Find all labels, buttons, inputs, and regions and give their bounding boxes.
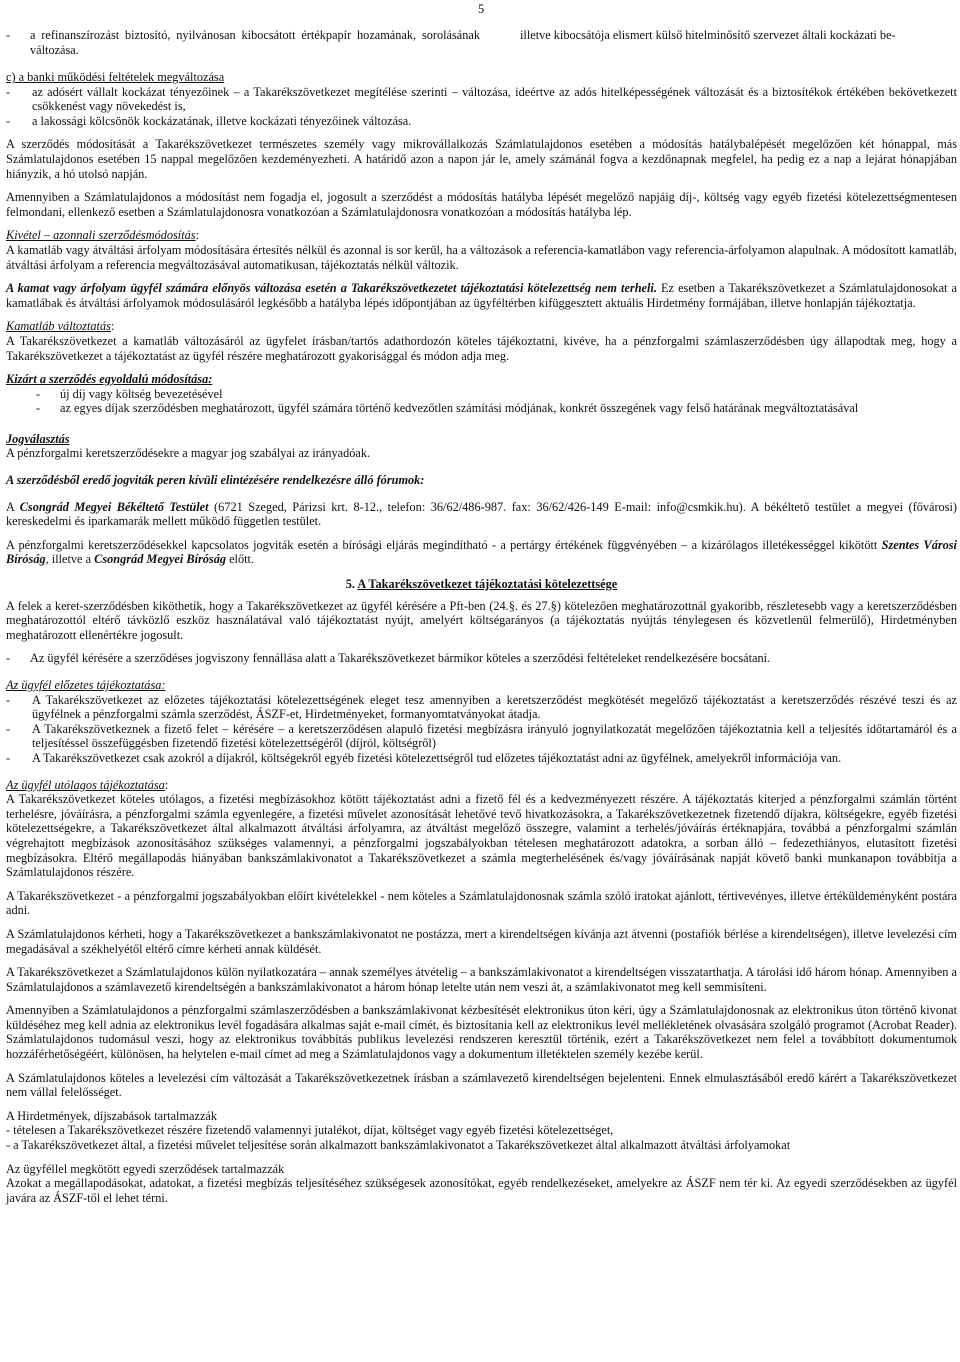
- court-name-csongrad: Csongrád Megyei Bíróság: [94, 552, 227, 567]
- court-name-szentes: Szentes Városi Bíróság: [6, 537, 957, 567]
- c-item: - az adósért vállalt kockázat tényezőinek – a Takarékszövetkezet megítélése szerinti – változása, ideértve az adós hitelképességének változását és a biztosítékok értékében bekövetkezett csökkenést vagy növekedést is,: [6, 84, 957, 114]
- forum-paragraph: [6, 500, 957, 529]
- request-item: - Az ügyfél kérésére a szerződéses jogviszony fennállása alatt a Takarékszövetkezet bármikor köteles a szerződési feltételeket rendelkezésére bocsátani.: [6, 651, 957, 666]
- colon: :: [164, 777, 169, 792]
- top-continuation: [6, 28, 954, 58]
- colon: :: [110, 319, 115, 334]
- excluded-item-text: az egyes díjak szerződésben meghatározott, ügyfél számára történő kedvezőtlen számítási módjának, konkrét összegének vagy felső határának megváltoztatásával: [60, 401, 859, 416]
- announcements-title: A Hirdetmények, díjszabások tartalmazzák: [6, 1108, 218, 1123]
- prior-info-text: A Takarékszövetkeznek a fizető felet – kérésére – a keretszerződésen alapuló fizetési megbízásra irányuló jognyilatkozatát megelőzően tájékoztatnia kell a teljesítés időtartamáról és a teljesítéssel összefüggésben fizetendő fizetési kötelezettségéről (díjról, költségről): [32, 721, 957, 751]
- top-left-text: a refinanszírozást biztosító, nyilvánosan kibocsátott értékpapír hozamának, sorolásának változása.: [30, 28, 480, 57]
- excluded-item: - az egyes díjak szerződésben meghatározott, ügyfél számára történő kedvezőtlen számítási módjának, konkrét összegének vagy felső határának megváltoztatásával: [6, 401, 957, 416]
- individual-contracts-title: Az ügyféllel megkötött egyedi szerződések tartalmazzák: [6, 1161, 285, 1176]
- subsequent-info-text: A Takarékszövetkezet köteles utólagos, a fizetési megbízásokhoz kötött tájékoztatást adni a fizető fél és a kedvezményezett részére. A tájékoztatás kiterjed a pénzforgalmi számlán történt terhelésre, jóváírásra, a pénzforgalmi számla egyenlegére, a fizetési művelet azonosítását lehetővé tevő hivatkozásokra, a Takarékszövetkezetnek fizetendő díjakra, költségekre, egyéb fizetési kötelezettségekre, a Takarékszövetkezet által alkalmazott átváltási árfolyamra, az átváltást megelőző összegre, valamint a terhelés/jóváírás értéknapjára, továbbá a pénzforgalmi számlán végrehajtott megbízások azonosításához szükséges valamennyi, a pénzforgalmi jogszabályokban tételesen meghatározott adatokra, a sorban álló – fedezethiányos, elutasított fizetési megbízásokra. Eltérő megállapodás hiányában bankszámlakivonatot a Takarékszövetkezet a számla megterhelésének és/vagy jóváírásának napját követő banki munkanapon továbbítja a Számlatulajdonos részére.: [6, 792, 957, 880]
- choice-of-law-text: A pénzforgalmi keretszerződésekre a magyar jog szabályai az irányadóak.: [6, 446, 371, 461]
- dash-marker: -: [6, 28, 11, 42]
- pickup-paragraph: A Számlatulajdonos kérheti, hogy a Takarékszövetkezet a bankszámlakivonatot ne postázza, mert a kirendeltségen kívánja azt átvenni (postafiók bérlése a kirendeltségen), illetve levelezési cím megadásával a székhelyétől eltérő címre kérheti annak küldését.: [6, 926, 957, 956]
- electronic-paragraph: Amennyiben a Számlatulajdonos a pénzforgalmi számlaszerződésben a bankszámlakivonat kézbesítését elektronikus úton kéri, úgy a Számlatulajdonosnak az elektronikus úton történő kivonat küldéséhez meg kell adnia az elektronikus levél fogadására alkalmas saját e-mail címét, és biztosítania kell az elektronikus levél mellékletének olvasására szolgáló programot (Acrobat Reader). Számlatulajdonos tudomásul veszi, hogy az elektronikus továbbítás publikus levelezési rendszeren keresztül történik, ezért a Takarékszövetkezet nem felel a továbbított dokumentumok hozzáférhetőségéért, különösen, ha helytelen e-mail címet ad meg a Számlatulajdonos vagy a dokumentum illetéktelen személy kezébe kerül.: [6, 1003, 957, 1062]
- top-left-item: [6, 28, 480, 57]
- forum-title: A szerződésből eredő jogviták peren kívüli elintézésére rendelkezésre álló fórumok:: [6, 473, 425, 488]
- modification-paragraph: A szerződés módosítását a Takarékszövetkezet természetes személy vagy mikrovállalkozás Számlatulajdonos esetében a módosítás hatálybalépését megelőzően két hónappal, más Számlatulajdonos esetében 15 nappal megelőzően kezdeményezheti. A határidő azon a napon jár le, amely számánál fogva a kezdőnapnak megfelel, ha pedig ez a nap a lejárat hónapjában hiányzik, a hó utolsó napján.: [6, 137, 957, 181]
- prior-info-title: Az ügyfél előzetes tájékoztatása:: [6, 678, 166, 692]
- interest-change-text: A Takarékszövetkezet a kamatláb változásáról az ügyfelet írásban/tartós adathordozón köteles tájékoztatni, kivéve, ha a pénzforgalmi számlaszerződésben úgy állapodtak meg, hogy a Takarékszövetkezet a tájékoztatást az ügyfél részére meghatározott gyakorisággal és módon adja meg.: [6, 333, 957, 363]
- subsequent-info-title: Az ügyfél utólagos tájékoztatása: [6, 777, 165, 792]
- address-change-paragraph: A Számlatulajdonos köteles a levelezési cím változását a Takarékszövetkezetnek írásban a számlavezető kirendeltségen bejelenteni. Ennek elmulasztásából eredő kárért a Takarékszövetkezet nem vállal felelősséget.: [6, 1070, 957, 1100]
- prior-info-item: - A Takarékszövetkeznek a fizető felet – kérésére – a keretszerződésen alapuló fizetési megbízásra irányuló jognyilatkozatát megelőzően tájékoztatnia kell a teljesítés időtartamáról és a teljesítéssel összefüggésben fizetendő fizetési kötelezettségéről (díjról, költségről): [6, 721, 957, 751]
- parties-paragraph: A felek a keret-szerződésben kiköthetik, hogy a Takarékszövetkezet az ügyfél kérésére a Pft-ben (24.§. és 27.§) kötelezően meghatározottnál gyakoribb, részletesebb vagy a keretszerződésben meghatározottól eltérő távközlő eszköz használatával való tájékoztatást nyújt, amelyért költségarányos (a tájékoztatás nyújtás ténylegesen és közvetlenül felmerülő), Hirdetményben meghatározott ellenértékre jogosult.: [6, 598, 957, 642]
- text-run: , illetve a: [45, 552, 95, 567]
- top-right-text: illetve kibocsátója elismert külső hitelminősítő szervezet általi kockázati be-: [520, 28, 896, 42]
- section-title: A Takarékszövetkezet tájékoztatási kötelezettsége: [357, 577, 618, 592]
- request-text: Az ügyfél kérésére a szerződéses jogviszony fennállása alatt a Takarékszövetkezet bármikor köteles a szerződési feltételeket rendelkezésére bocsátani.: [30, 651, 771, 666]
- colon: :: [195, 228, 199, 243]
- favorable-change-text: Ez esetben a Takarékszövetkezet a Számlatulajdonosokat a kamatlábak és átváltási árfolyamok módosulásáról legkésőbb a hatályba lépés időpontjában az ügyféltérben kifüggesztett aktuális Hirdetmény formájában, illetve honlapján tájékoztatja.: [6, 281, 957, 310]
- mailing-paragraph: A Takarékszövetkezet - a pénzforgalmi jogszabályokban előírt kivételekkel - nem köteles a Számlatulajdonosnak számla szóló iratokat ajánlott, tértivevényes, illetve értéküldeményként postára adni.: [6, 888, 957, 918]
- rejection-paragraph: Amennyiben a Számlatulajdonos a módosítást nem fogadja el, jogosult a szerződést a módosítás hatályba lépését megelőző napjáig díj-, költség vagy egyéb fizetési kötelezettségmentesen felmondani, ellenkező esetben a Számlatulajdonosra vonatkozóan a Számlatulajdonosra vonatkozóan a módosítás hatályba lép.: [6, 190, 957, 219]
- section-5-heading: [6, 577, 957, 592]
- excluded-item: - új díj vagy költség bevezetésével: [6, 387, 957, 402]
- text-run: A pénzforgalmi keretszerződésekkel kapcsolatos jogviták esetén a bírósági eljárás megindítható - a pertárgy értékének függvényében – a kizárólagos illetékességgel kikötött: [6, 537, 882, 552]
- retention-paragraph: A Takarékszövetkezet a Számlatulajdonos külön nyilatkozatára – annak személyes átvételig – a bankszámlakivonatot a kirendeltségen visszatarthatja. A tárolási idő három hónap. Amennyiben a Számlatulajdonos a számlavezető kirendeltségén a bankszámlakivonatot a három hónap letelte után nem veszi át, a számlakivonatot meg kell semmisíteni.: [6, 965, 957, 994]
- text-run: A: [6, 499, 20, 514]
- main-content: [6, 70, 957, 1205]
- choice-of-law-title: Jogválasztás: [6, 431, 70, 446]
- announcements-item: - a Takarékszövetkezet által, a fizetési művelet teljesítése során alkalmazott bankszámlakivonatot a Takarékszövetkezet által alkalmazott átváltási árfolyamokat: [6, 1138, 791, 1153]
- interest-change-title: Kamatláb változtatás: [6, 319, 111, 334]
- prior-info-text: A Takarékszövetkezet csak azokról a díjakról, költségekről egyéb fizetési kötelezettségről tud előzetes tájékoztatást adni az ügyfélnek, amelyekről információja van.: [32, 750, 842, 765]
- section-c-title: c) a banki működési feltételek megváltozása: [6, 70, 225, 84]
- individual-contracts-text: Azokat a megállapodásokat, adatokat, a fizetési megbízás teljesítéséhez szükségesek azonosítókat, egyéb rendelkezéseket, amelyekre az ÁSZF nem tér ki. Az egyedi szerződésekben az ügyfél javára az ÁSZF-től el lehet térni.: [6, 1176, 957, 1205]
- excluded-item-text: új díj vagy költség bevezetésével: [60, 386, 223, 401]
- text-run: előtt.: [226, 552, 255, 567]
- text-run: (6721 Szeged, Párizsi krt. 8-12., telefon: 36/62/486-987. fax: 36/62/426-149 E-mail: info@csmkik.hu). A békéltető testület a megyei (fővárosi) kereskedelmi és iparkamarák mellett működő független testület.: [6, 499, 957, 529]
- exception-title: Kivétel – azonnali szerződésmódosítás: [6, 228, 196, 243]
- exception-text: A kamatláb vagy átváltási árfolyam módosítására értesítés nélkül és azonnal is sor kerül, ha a változások a referencia-kamatlábon vagy referencia-árfolyamon alapulnak. A módosított kamatláb, átváltási árfolyam a referencia megváltozásával automatikusan, tájékoztatás nélkül változik.: [6, 242, 957, 272]
- excluded-modification-title: Kizárt a szerződés egyoldalú módosítása:: [6, 372, 213, 387]
- prior-info-item: - A Takarékszövetkezet csak azokról a díjakról, költségekről egyéb fizetési kötelezettségről tud előzetes tájékoztatást adni az ügyfélnek, amelyekről információja van.: [6, 751, 957, 766]
- arbitration-board-name: Csongrád Megyei Békéltető Testület: [19, 499, 209, 514]
- court-paragraph: [6, 538, 957, 567]
- favorable-change-bold: A kamat vagy árfolyam ügyfél számára előnyös változása esetén a Takarékszövetkezetet tájékoztatási kötelezettség nem terheli.: [6, 281, 657, 296]
- prior-info-item: - A Takarékszövetkezet az előzetes tájékoztatási kötelezettségének eleget tesz amennyiben a keretszerződést megkötését megelőző tájékoztatást a keretszerződés részévé teszi és az ügyfélnek a pénzforgalmi számla szerződést, ÁSZF-et, Hirdetményeket, formanyomtatványokat átadja.: [6, 692, 957, 722]
- c-item: - a lakossági kölcsönök kockázatának, illetve kockázati tényezőinek változása.: [6, 114, 957, 129]
- section-number: 5.: [345, 577, 358, 592]
- announcements-item: - tételesen a Takarékszövetkezet részére fizetendő valamennyi jutalékot, díjat, költséget vagy egyéb fizetési kötelezettséget,: [6, 1123, 614, 1138]
- page-number: 5: [478, 2, 485, 16]
- prior-info-text: A Takarékszövetkezet az előzetes tájékoztatási kötelezettségének eleget tesz amennyiben a keretszerződést megkötését megelőző tájékoztatást a keretszerződés részévé teszi és az ügyfélnek a pénzforgalmi számla szerződést, ÁSZF-et, Hirdetményeket, formanyomtatványokat átadja.: [32, 692, 957, 722]
- c-item-text: a lakossági kölcsönök kockázatának, illetve kockázati tényezőinek változása.: [32, 113, 412, 128]
- c-item-text: az adósért vállalt kockázat tényezőinek – a Takarékszövetkezet megítélése szerinti – változása, ideértve az adós hitelképességének változását és a biztosítékok értékében bekövetkezett csökkenést vagy növekedést is,: [32, 84, 957, 114]
